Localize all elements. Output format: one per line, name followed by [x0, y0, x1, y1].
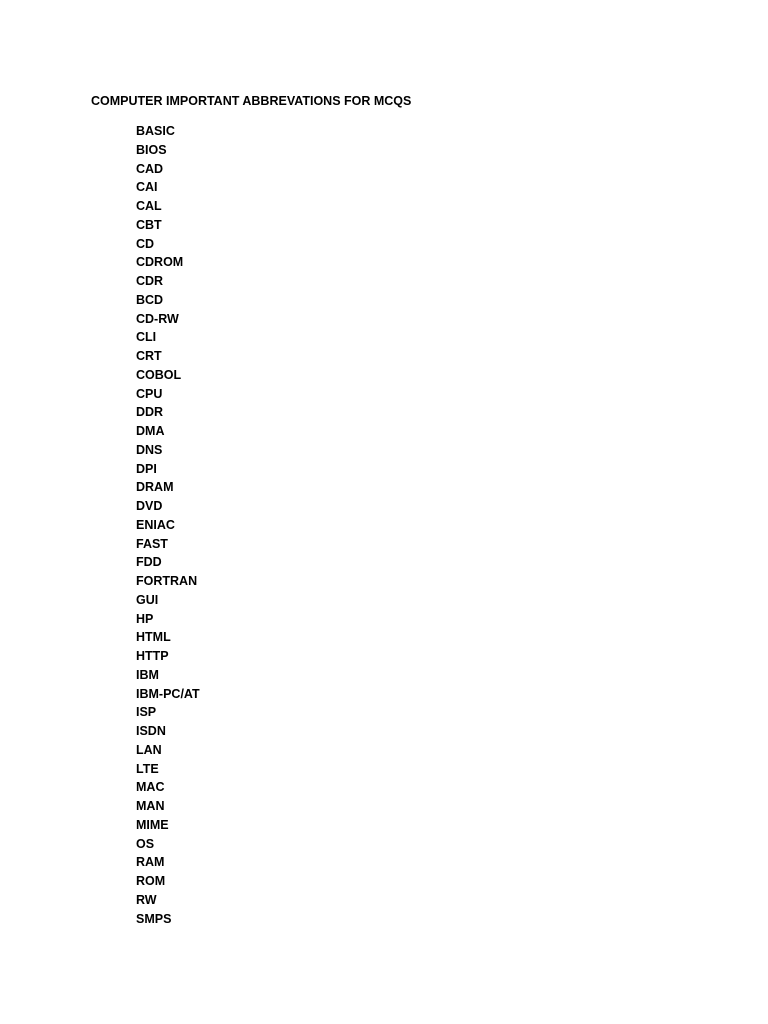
list-item-abbreviation: ENIAC	[136, 517, 175, 532]
list-item-abbreviation: CRT	[136, 349, 162, 363]
list-item-abbreviation: ROM	[136, 874, 166, 888]
list-item-abbreviation: LTE	[136, 761, 159, 776]
list-item-abbreviation: FDD	[136, 555, 162, 570]
list-item-abbreviation: DMA	[136, 424, 165, 438]
list-item-abbreviation: HP	[136, 611, 154, 626]
list-item-abbreviation: FORTRAN	[136, 574, 198, 588]
list-item-abbreviation: CAL	[136, 199, 162, 213]
list-item-abbreviation: CDR	[136, 274, 164, 288]
list-item-abbreviation: DRAM	[136, 480, 174, 495]
list-item-abbreviation: CPU	[136, 386, 163, 401]
list-item-abbreviation: CAI	[136, 180, 158, 195]
list-item-abbreviation: ISDN	[136, 724, 166, 738]
list-item-abbreviation: CD-RW	[136, 311, 179, 326]
list-item-abbreviation: OS	[136, 836, 155, 851]
list-item-abbreviation: DDR	[136, 405, 164, 420]
list-item-abbreviation: FAST	[136, 536, 168, 551]
list-item-abbreviation: LAN	[136, 742, 162, 757]
list-item-abbreviation: CDROM	[136, 255, 184, 270]
list-item-abbreviation: GUI	[136, 592, 159, 607]
list-item-abbreviation: RW	[136, 892, 157, 907]
list-item-abbreviation: MIME	[136, 817, 169, 832]
list-item-abbreviation: HTTP	[136, 649, 169, 663]
list-item-abbreviation: HTML	[136, 630, 171, 645]
list-item-abbreviation: IBM-PC/AT	[136, 686, 200, 701]
list-item-abbreviation: CLI	[136, 330, 157, 345]
list-item-abbreviation: BIOS	[136, 142, 167, 157]
list-item-abbreviation: CAD	[136, 161, 164, 176]
list-item-abbreviation: IBM	[136, 667, 159, 682]
list-item-abbreviation: DPI	[136, 461, 157, 476]
list-item-abbreviation: ISP	[136, 705, 157, 720]
list-item-abbreviation: COBOL	[136, 367, 182, 382]
list-item-abbreviation: BCD	[136, 292, 164, 307]
list-item-abbreviation: BASIC	[136, 124, 175, 138]
list-item-abbreviation: CBT	[136, 217, 162, 232]
list-item-abbreviation: RAM	[136, 855, 165, 870]
list-item-abbreviation: SMPS	[136, 911, 172, 926]
list-item-abbreviation: MAN	[136, 799, 165, 813]
list-item-abbreviation: MAC	[136, 780, 165, 795]
list-item-abbreviation: CD	[136, 236, 155, 251]
document-title: COMPUTER IMPORTANT ABBREVATIONS FOR MCQS	[91, 94, 412, 108]
list-item-abbreviation: DNS	[136, 442, 163, 457]
list-item-abbreviation: DVD	[136, 499, 163, 513]
